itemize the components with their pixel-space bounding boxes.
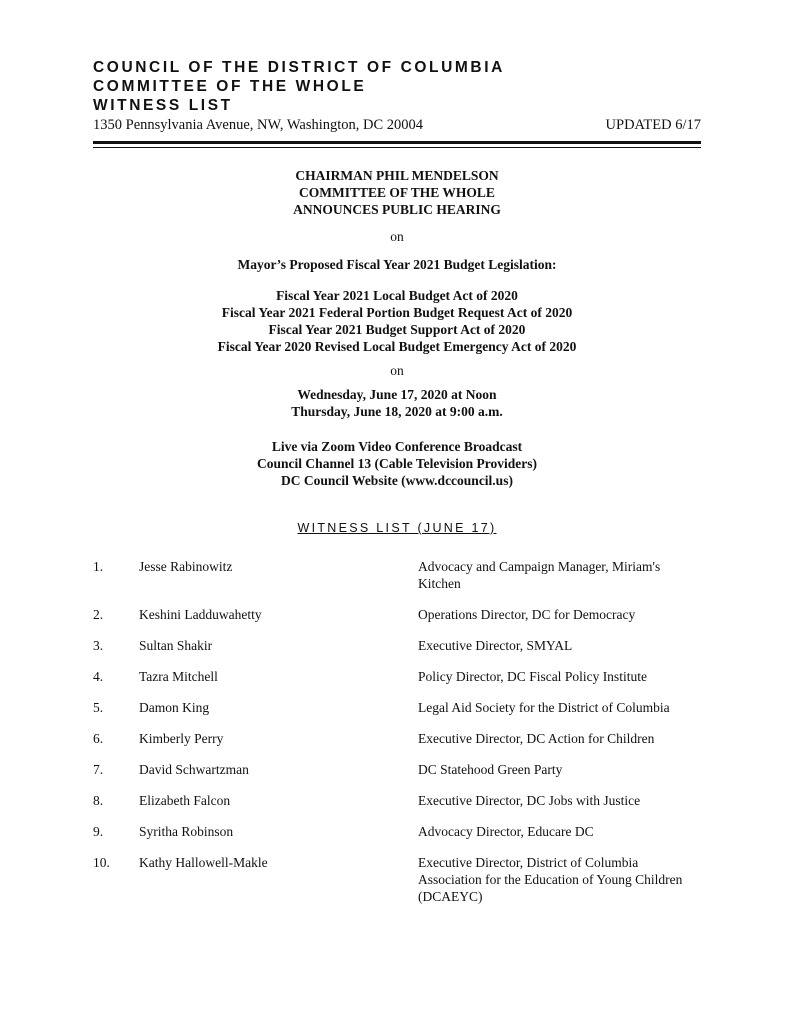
act-item: Fiscal Year 2021 Local Budget Act of 2020 bbox=[276, 288, 518, 303]
act-item: Fiscal Year 2021 Federal Portion Budget Request Act of 2020 bbox=[221, 305, 573, 320]
witness-row bbox=[93, 730, 701, 747]
witness-name: Tazra Mitchell bbox=[139, 669, 218, 684]
witness-name: Kathy Hallowell-Makle bbox=[139, 855, 268, 870]
witness-name: Keshini Ladduwahetty bbox=[139, 607, 262, 622]
witness-name: Damon King bbox=[139, 700, 210, 715]
witness-name: Jesse Rabinowitz bbox=[139, 559, 233, 574]
witness-row bbox=[93, 792, 701, 809]
legislation-heading: Mayor’s Proposed Fiscal Year 2021 Budget Legislation: bbox=[237, 257, 557, 272]
broadcast-info bbox=[93, 438, 701, 489]
header-rule-thin bbox=[93, 147, 701, 148]
witness-row bbox=[93, 606, 701, 623]
witness-affiliation: Executive Director, District of Columbia Association for the Education of Young Children (DCAEYC) bbox=[418, 855, 683, 904]
witness-row bbox=[93, 558, 701, 592]
witness-affiliation: Executive Director, DC Jobs with Justice bbox=[418, 793, 641, 808]
witness-number: 9. bbox=[93, 824, 104, 839]
address: 1350 Pennsylvania Avenue, NW, Washington, DC 20004 bbox=[93, 117, 424, 133]
act-item: Fiscal Year 2021 Budget Support Act of 2020 bbox=[268, 322, 526, 337]
witness-row bbox=[93, 637, 701, 654]
witness-affiliation: Advocacy and Campaign Manager, Miriam's Kitchen bbox=[418, 559, 661, 591]
witness-number: 8. bbox=[93, 793, 104, 808]
witness-row bbox=[93, 823, 701, 840]
witness-number: 2. bbox=[93, 607, 104, 622]
witness-row bbox=[93, 668, 701, 685]
witness-number: 1. bbox=[93, 559, 104, 574]
witness-section-title: WITNESS LIST (JUNE 17) bbox=[297, 521, 497, 535]
broadcast-line: DC Council Website (www.dccouncil.us) bbox=[281, 473, 513, 488]
broadcast-line: Live via Zoom Video Conference Broadcast bbox=[271, 439, 523, 454]
witness-name: Syritha Robinson bbox=[139, 824, 234, 839]
acts-list bbox=[93, 287, 701, 355]
announces-line: ANNOUNCES PUBLIC HEARING bbox=[293, 202, 501, 217]
hearing-date: Wednesday, June 17, 2020 at Noon bbox=[297, 387, 497, 402]
witness-affiliation: Policy Director, DC Fiscal Policy Institute bbox=[418, 669, 647, 684]
hearing-dates bbox=[93, 386, 701, 420]
document-title: WITNESS LIST bbox=[93, 97, 233, 114]
witness-affiliation: DC Statehood Green Party bbox=[418, 762, 563, 777]
hearing-announcement bbox=[93, 167, 701, 218]
witness-affiliation: Advocacy Director, Educare DC bbox=[418, 824, 594, 839]
updated-date: UPDATED 6/17 bbox=[605, 117, 701, 133]
witness-name: Kimberly Perry bbox=[139, 731, 224, 746]
witness-number: 3. bbox=[93, 638, 104, 653]
header-rule-thick bbox=[93, 141, 701, 144]
letterhead bbox=[93, 58, 701, 134]
witness-list bbox=[93, 558, 701, 919]
witness-number: 4. bbox=[93, 669, 104, 684]
witness-row bbox=[93, 854, 701, 905]
act-item: Fiscal Year 2020 Revised Local Budget Emergency Act of 2020 bbox=[217, 339, 577, 354]
chairman-line: CHAIRMAN PHIL MENDELSON bbox=[295, 168, 499, 183]
witness-row bbox=[93, 699, 701, 716]
witness-affiliation: Legal Aid Society for the District of Columbia bbox=[418, 700, 670, 715]
on-connector-2: on bbox=[390, 363, 404, 378]
witness-affiliation: Executive Director, DC Action for Children bbox=[418, 731, 655, 746]
on-connector-1: on bbox=[390, 229, 404, 244]
committee-name: COMMITTEE OF THE WHOLE bbox=[93, 78, 367, 95]
hearing-date: Thursday, June 18, 2020 at 9:00 a.m. bbox=[291, 404, 503, 419]
committee-line: COMMITTEE OF THE WHOLE bbox=[299, 185, 495, 200]
witness-name: David Schwartzman bbox=[139, 762, 249, 777]
broadcast-line: Council Channel 13 (Cable Television Providers) bbox=[257, 456, 537, 471]
council-name: COUNCIL OF THE DISTRICT OF COLUMBIA bbox=[93, 59, 505, 76]
witness-number: 5. bbox=[93, 700, 104, 715]
address-row bbox=[93, 116, 701, 134]
witness-affiliation: Executive Director, SMYAL bbox=[418, 638, 573, 653]
witness-row bbox=[93, 761, 701, 778]
witness-affiliation: Operations Director, DC for Democracy bbox=[418, 607, 636, 622]
witness-number: 10. bbox=[93, 855, 110, 870]
witness-number: 6. bbox=[93, 731, 104, 746]
witness-name: Elizabeth Falcon bbox=[139, 793, 231, 808]
witness-name: Sultan Shakir bbox=[139, 638, 213, 653]
witness-number: 7. bbox=[93, 762, 104, 777]
